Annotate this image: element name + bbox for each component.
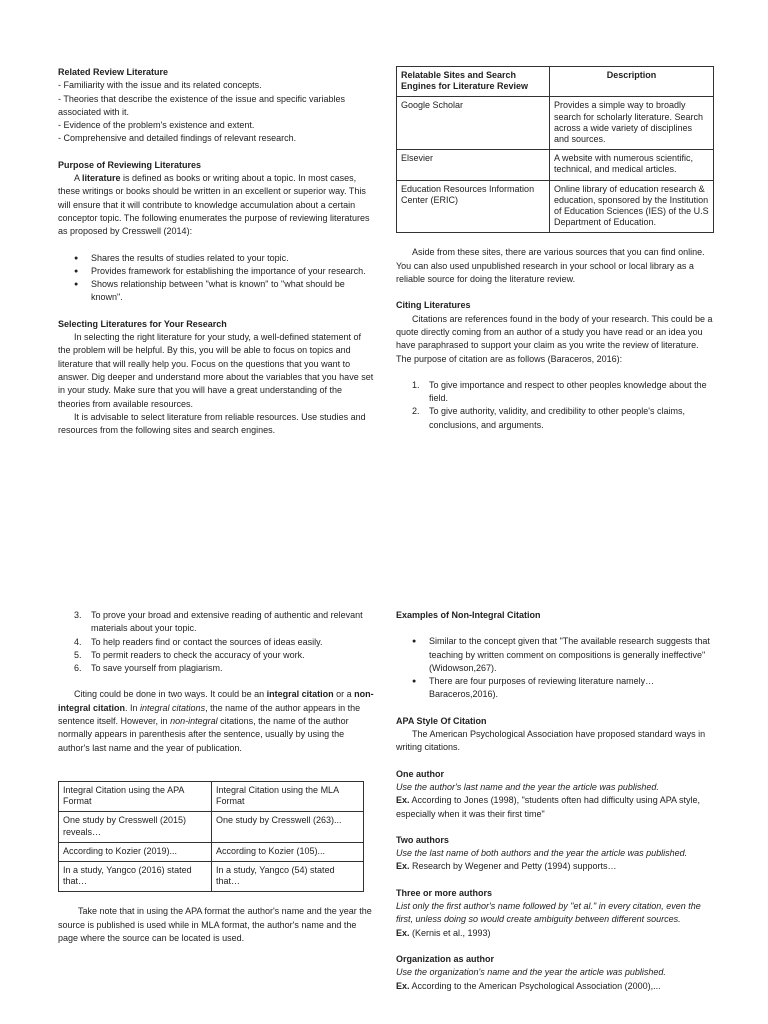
table-row	[397, 97, 714, 150]
section-rule: Use the last name of both authors and the year the article was published.	[396, 848, 688, 859]
literature-term: literature	[82, 173, 121, 184]
section-example: Ex. According to the American Psychological Association (2000),...	[396, 980, 661, 991]
selecting-paragraph: In selecting the right literature for your study, a well-defined statement of the problem will be helpful. By this, you will be able to focus on topics and literature that will really help you. Focus on the questions that you want to answer. Dig deeper and understand more about the variables that you have set in your study. Make sure that you will have a great understanding of the theories from available resources.	[58, 332, 374, 409]
table-row	[397, 180, 714, 233]
aside-paragraph: Aside from these sites, there are various sources that you can find online. You can also used unpublished research in your school or local library as a reliable source for doing the literature review.	[396, 247, 705, 285]
citing-heading: Citing Literatures	[396, 300, 471, 311]
list-item: 3. To prove your broad and extensive reading of authentic and relevant materials about your topic.	[74, 610, 363, 634]
table-cell: In a study, Yangco (2016) stated that…	[59, 861, 212, 891]
purpose-bullet-list	[58, 252, 375, 305]
table-cell: Google Scholar	[397, 97, 550, 150]
selecting-heading: Selecting Literatures for Your Research	[58, 318, 227, 329]
table-cell: Education Resources Information Center (ERIC)	[397, 180, 550, 233]
table-cell: One study by Cresswell (263)...	[212, 812, 364, 842]
section-heading: One author	[396, 768, 445, 779]
page1-left-column	[58, 66, 375, 437]
table-header-row	[59, 781, 364, 811]
selecting-paragraph: It is advisable to select literature from reliable resources. Use studies and resources from the following sites and search engines.	[58, 411, 366, 436]
apa-heading: APA Style Of Citation	[396, 715, 487, 726]
section-rule: Use the organization's name and the year the article was published.	[396, 967, 666, 978]
section-heading: Organization as author	[396, 953, 495, 964]
table-row	[59, 842, 364, 861]
citing-ways-paragraph: Citing could be done in two ways. It could be an integral citation or a non-integral citation. In integral citations, the name of the author appears in the sentence itself. However, in non-integral citations, the name of the author normally appears in parenthesis after the sentence, usually by using the author's last name and the year of publication.	[58, 689, 374, 753]
list-item: ● Provides framework for establishing the importance of your research.	[58, 265, 375, 278]
list-item: ● Shares the results of studies related to your topic.	[58, 252, 375, 265]
section-rule: List only the first author's name followed by "et al." in every citation, even the first, unless doing so would create ambiguity between different sources.	[396, 901, 701, 925]
related-review-heading: Related Review Literature	[58, 67, 169, 77]
table-cell: In a study, Yangco (54) stated that…	[212, 861, 364, 891]
table-header-cell: Integral Citation using the APA Format	[59, 781, 212, 811]
table-header-cell: Integral Citation using the MLA Format	[212, 781, 364, 811]
table-row	[59, 812, 364, 842]
apa-paragraph: The American Psychological Association have proposed standard ways in writing citations.	[396, 729, 706, 753]
table-row	[397, 150, 714, 180]
section-example: Ex. (Kernis et al., 1993)	[396, 927, 491, 938]
nonintegral-bullet-list	[396, 635, 713, 701]
related-item: - Theories that describe the existence of the issue and specific variables associated with it.	[58, 93, 345, 117]
section-example: Ex. According to Jones (1998), "students often had difficulty using APA style, especially when it was their first time"	[396, 795, 701, 819]
related-item: - Familiarity with the issue and its related concepts.	[58, 80, 262, 91]
citing-purpose-list	[396, 379, 713, 432]
table-cell: One study by Cresswell (2015) reveals…	[59, 812, 212, 842]
section-example: Ex. Research by Wegener and Petty (1994) supports…	[396, 861, 617, 872]
citing-purpose-list-continued	[58, 609, 375, 675]
list-item: 4. To help readers find or contact the sources of ideas easily.	[74, 636, 323, 647]
page2-right-column	[396, 609, 713, 993]
list-item: ● Similar to the concept given that "The available research suggests that teaching by written comment on compositions is generally ineffective" (Widowson,267).	[396, 635, 713, 675]
page1-right-column	[396, 66, 713, 432]
section-heading: Two authors	[396, 834, 449, 845]
related-item: - Comprehensive and detailed findings of relevant research.	[58, 133, 297, 144]
table-cell: Elsevier	[397, 150, 550, 180]
table-cell: According to Kozier (2019)...	[59, 842, 212, 861]
section-heading: Three or more authors	[396, 887, 493, 898]
page2-left-column	[58, 609, 375, 945]
table-cell: According to Kozier (105)...	[212, 842, 364, 861]
section-rule: Use the author's last name and the year the article was published.	[396, 781, 659, 792]
table-header-cell: Relatable Sites and Search Engines for Literature Review	[397, 67, 550, 97]
table-cell: Online library of education research & education, sponsored by the Institution of Education Sciences (IES) of the U.S Department of Education.	[550, 180, 714, 233]
list-item: ● There are four purposes of reviewing literature namely… Baraceros,2016).	[396, 675, 713, 702]
table-cell: A website with numerous scientific, technical, and medical articles.	[550, 150, 714, 180]
list-item: 2. To give authority, validity, and credibility to other people's claims, conclusions, and arguments.	[412, 406, 686, 430]
citing-paragraph: Citations are references found in the body of your research. This could be a quote directly coming from an author of a study you have read or an idea you have paraphrased to support your claim as you write the review of literature. The purpose of citation are as follows (Baraceros, 2016):	[396, 313, 713, 364]
list-item: ● Shows relationship between "what is known" to "what should be known".	[58, 278, 375, 305]
list-item: 1. To give importance and respect to other peoples knowledge about the field.	[412, 379, 707, 404]
note-paragraph: Take note that in using the APA format the author's name and the year the source is published is used while in MLA format, the author's name and the page where the source can be located is used.	[58, 906, 372, 943]
table-header-row	[397, 67, 714, 97]
purpose-paragraph: A literature is defined as books or writing about a topic. In most cases, these writings or books should be written in an excellent or superior way. This will ensure that it will contribute to knowledge accumulation about a certain conceptor topic. The following enumerates the purpose of reviewing literatures as proposed by Cresswell (2014):	[58, 173, 370, 237]
table-cell: Provides a simple way to broadly search for scholarly literature. Search across a wide variety of disciplines and sources.	[550, 97, 714, 150]
related-item: - Evidence of the problem's existence and extent.	[58, 120, 255, 131]
nonintegral-heading: Examples of Non-Integral Citation	[396, 610, 541, 620]
purpose-heading: Purpose of Reviewing Literatures	[58, 159, 202, 170]
table-row	[59, 861, 364, 891]
list-item: 5. To permit readers to check the accuracy of your work.	[74, 649, 305, 660]
sites-table	[396, 66, 714, 233]
list-item: 6. To save yourself from plagiarism.	[74, 663, 223, 674]
citation-format-table	[58, 781, 364, 892]
table-header-cell: Description	[550, 67, 714, 97]
